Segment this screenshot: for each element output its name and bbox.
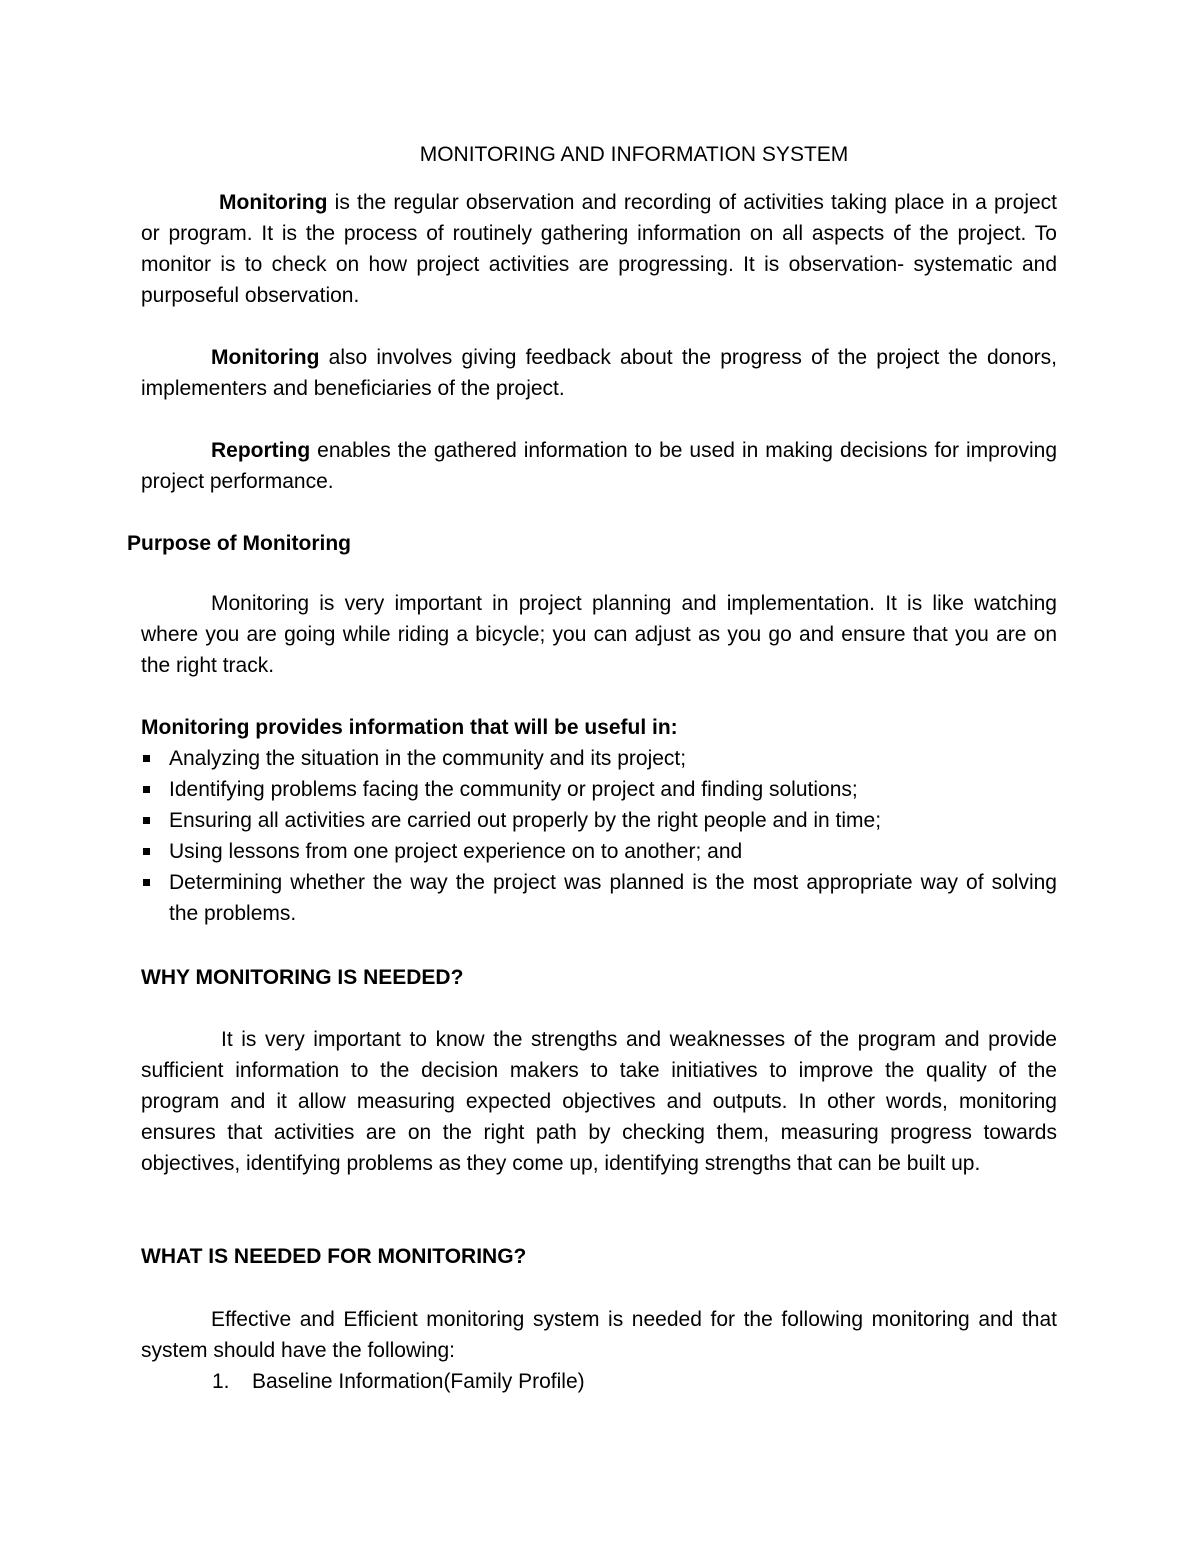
intro-paragraph-2-text: also involves giving feedback about the progress of the project the donors, implementers and beneficiaries of the project. [141, 346, 1057, 400]
purpose-heading: Purpose of Monitoring [127, 532, 351, 555]
intro-paragraph-2 [141, 342, 1057, 404]
intro-paragraph-1 [141, 187, 1057, 311]
bullet-square-icon [143, 786, 150, 793]
list-item [141, 805, 1057, 836]
list-item-text: Using lessons from one project experience on to another; and [169, 840, 743, 863]
list-item [141, 743, 1057, 774]
why-paragraph: It is very important to know the strengths and weaknesses of the program and provide sufficient information to the decision makers to take initiatives to improve the quality of the program and it allow measuring expected objectives and outputs. In other words, monitoring ensures that activities are on the right path by checking them, measuring progress towards objectives, identifying problems as they come up, identifying strengths that can be built up. [141, 1028, 1057, 1175]
numbered-list-text: Baseline Information(Family Profile) [252, 1370, 585, 1393]
why-heading: WHY MONITORING IS NEEDED? [141, 966, 464, 989]
intro-paragraph-3 [141, 435, 1057, 497]
purpose-list-heading: Monitoring provides information that will be useful in: [141, 716, 678, 739]
bullet-square-icon [143, 817, 150, 824]
bullet-square-icon [143, 755, 150, 762]
list-item-text: Identifying problems facing the community or project and finding solutions; [169, 778, 858, 801]
bullet-square-icon [143, 879, 150, 886]
list-item [141, 836, 1057, 867]
list-item [141, 867, 1057, 929]
list-item [141, 774, 1057, 805]
what-heading: WHAT IS NEEDED FOR MONITORING? [141, 1245, 527, 1268]
purpose-bullet-list [141, 743, 1057, 929]
numbered-list-item [212, 1366, 585, 1397]
numbered-list-number: 1. [212, 1370, 230, 1393]
intro-paragraph-1-text: is the regular observation and recording of activities taking place in a project or program. It is the process of routinely gathering information on all aspects of the project. To monitor is to check on how project activities are progressing. It is observation- systematic and purposeful observation. [141, 191, 1057, 307]
intro-paragraph-1-lead: Monitoring [219, 191, 328, 214]
list-item-text: Determining whether the way the project was planned is the most appropriate way of solving the problems. [169, 871, 1057, 925]
what-paragraph: Effective and Efficient monitoring system is needed for the following monitoring and that system should have the following: [141, 1308, 1057, 1362]
document-title: MONITORING AND INFORMATION SYSTEM [419, 143, 849, 166]
list-item-text: Ensuring all activities are carried out properly by the right people and in time; [169, 809, 882, 832]
purpose-paragraph: Monitoring is very important in project planning and implementation. It is like watching where you are going while riding a bicycle; you can adjust as you go and ensure that you are on the right track. [141, 592, 1057, 677]
bullet-square-icon [143, 848, 150, 855]
list-item-text: Analyzing the situation in the community and its project; [169, 747, 687, 770]
intro-paragraph-3-lead: Reporting [211, 439, 311, 462]
intro-paragraph-3-text: enables the gathered information to be used in making decisions for improving project performance. [141, 439, 1057, 493]
intro-paragraph-2-lead: Monitoring [211, 346, 320, 369]
